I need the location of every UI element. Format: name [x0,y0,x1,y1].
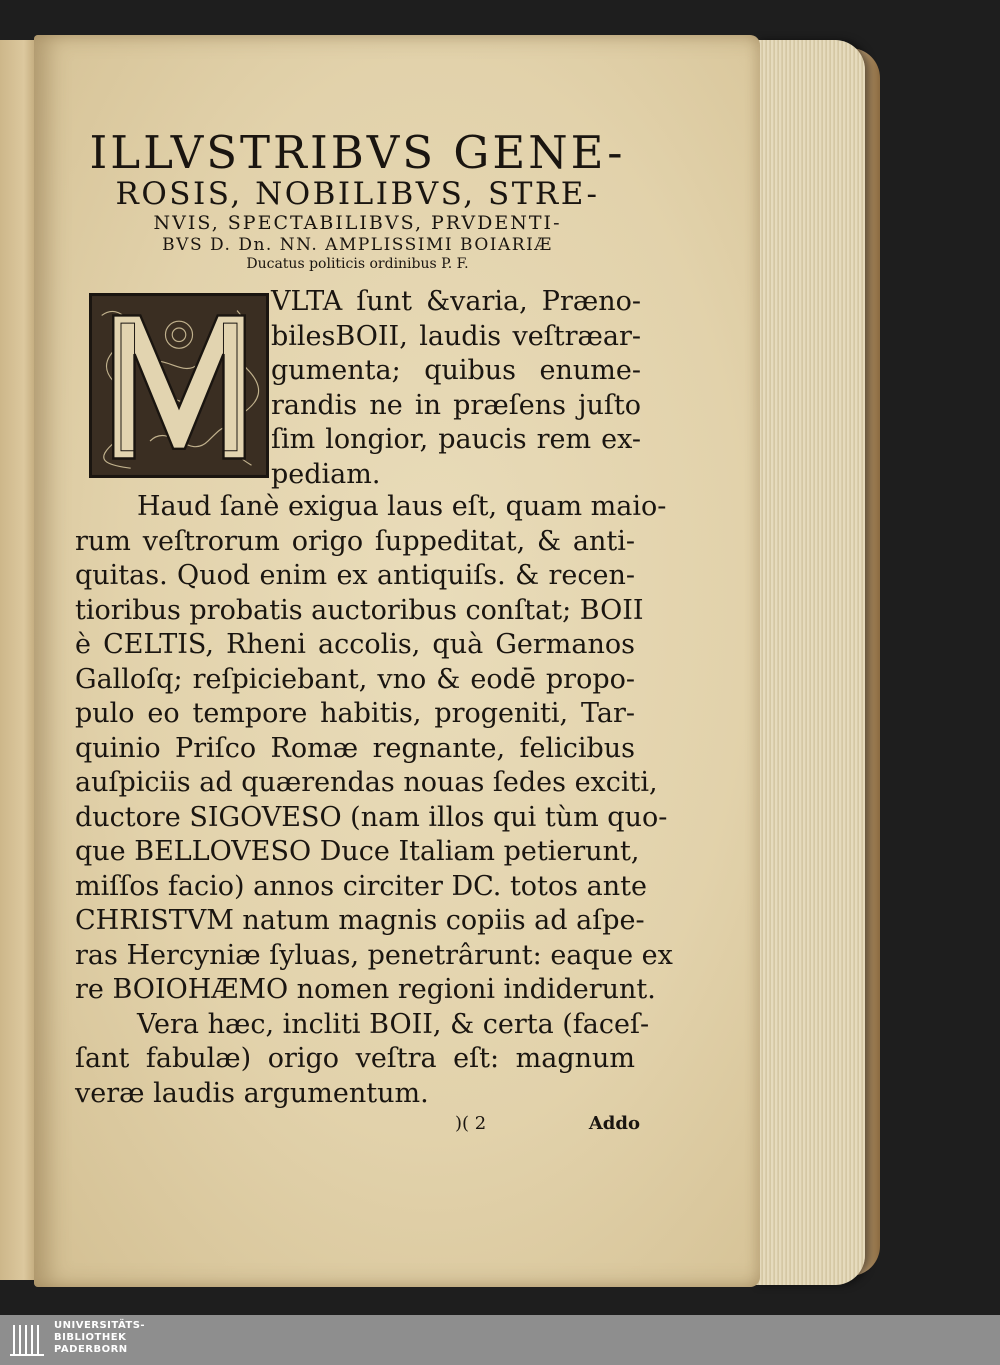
text-line: re BOIOHÆMO nomen regioni indiderunt. [75,974,656,1005]
text-line: que BELLOVESO Duce Italiam petierunt, [75,836,640,867]
intro-paragraph [75,285,640,490]
text-line: bilesBOII, laudis veſtræar- [271,320,641,352]
text-line: ſant fabulæ) origo veſtra eſt: magnum [75,1043,635,1074]
text-line: randis ne in præſens juſto [271,389,641,421]
text-line: Haud ſanè exigua laus eſt, quam maio- [137,491,667,522]
text-line: quinio Priſco Romæ regnante, felicibus [75,732,635,764]
text-line: Galloſq; reſpiciebant, vno & eodē propo- [75,663,635,695]
text-line: ductore SIGOVESO (nam illos qui tùm quo- [75,801,668,833]
text-line: auſpiciis ad quærendas nouas ſedes exciti, [75,767,658,798]
catchword: Addo [588,1113,640,1134]
text-line: pediam. [271,458,381,490]
library-name-line: PADERBORN [54,1344,128,1355]
text-line: tioribus probatis auctoribus conſtat; BOII [75,594,644,626]
signature-mark: )( 2 [455,1113,487,1134]
intro-lines [271,285,641,492]
library-name-line: UNIVERSITÄTS- [54,1320,146,1331]
title-line-1: ILLVSTRIBVS GENE- [89,126,626,179]
title-line-2: ROSIS, NOBILIBVS, STRE- [115,176,600,212]
text-line: CHRISTVM natum magnis copiis ad aſpe- [75,905,645,936]
text-line: Vera hæc, incliti BOII, & certa (faceſ- [137,1008,650,1040]
page-text [75,126,673,1111]
title-line-5: Ducatus politicis ordinibus P. F. [246,256,469,272]
body-paragraphs [75,490,673,1111]
text-line: quitas. Quod enim ex antiquiſs. & recen- [75,560,635,591]
library-name-line: BIBLIOTHEK [54,1332,127,1343]
library-footer-bar [0,1315,1000,1365]
title-line-3: NVIS, SPECTABILIBVS, PRVDENTI- [153,212,562,234]
library-logo-icon [8,1319,48,1359]
text-line: veræ laudis argumentum. [75,1077,429,1109]
title-line-4: BVS D. Dn. NN. AMPLISSIMI BOIARIÆ [162,235,553,255]
page-block-edges [755,40,865,1285]
text-line: pulo eo tempore habitis, progeniti, Tar- [75,698,635,729]
text-line: gumenta; quibus enume- [271,355,641,386]
text-line: ras Hercyniæ ſyluas, penetrârunt: eaque ex [75,939,673,971]
text-line: ſim longior, paucis rem ex- [271,424,641,455]
text-line: è CELTIS, Rheni accolis, quà Germanos [75,629,635,660]
library-name [54,1320,145,1356]
text-line: rum veſtrorum origo ſuppeditat, & anti- [75,525,635,557]
text-line: miſſos facio) annos circiter DC. totos ante [75,870,647,902]
decorated-initial-m-icon [89,293,269,478]
text-line: VLTA ſunt &varia, Præno- [271,286,641,317]
